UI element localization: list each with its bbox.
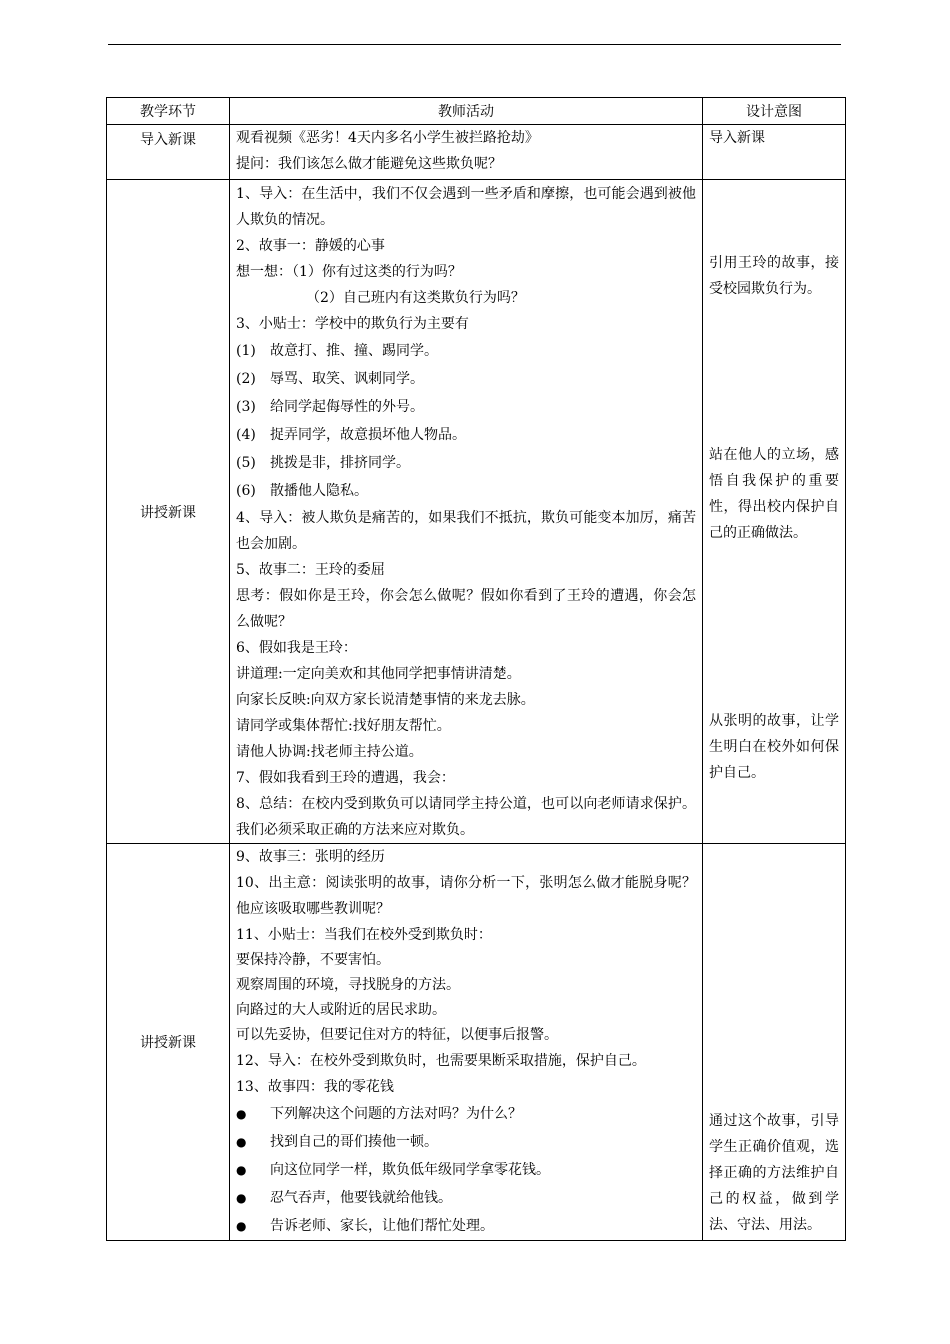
- activity-line: 观看视频《恶劣！4天内多名小学生被拦路抢劫》: [236, 130, 539, 146]
- bullet-icon: ●: [236, 1107, 247, 1121]
- activity-line: 思考：假如你是王玲，你会怎么做呢？假如你看到了王玲的遭遇，你会怎么做呢？: [236, 588, 696, 630]
- activity-line: 3、小贴士：学校中的欺负行为主要有: [236, 316, 469, 332]
- list-item: (5) 挑拨是非，排挤同学。: [236, 455, 410, 471]
- header-intent: 设计意图: [703, 98, 846, 125]
- stage-label: 讲授新课: [140, 1035, 196, 1051]
- activity-line: 向路过的大人或附近的居民求助。: [236, 1002, 446, 1018]
- activity-line: 13、故事四：我的零花钱: [236, 1079, 394, 1095]
- table-row: [107, 844, 846, 1241]
- activity-line: 请他人协调:找老师主持公道。: [236, 744, 423, 760]
- bullet-icon: ●: [236, 1191, 247, 1205]
- stage-cell: [107, 180, 230, 844]
- activity-line: 观察周围的环境，寻找脱身的方法。: [236, 977, 460, 993]
- lesson-plan-table: [106, 97, 846, 1241]
- activity-line: 9、故事三：张明的经历: [236, 849, 385, 865]
- intent-cell: [703, 844, 846, 1241]
- header-stage: 教学环节: [107, 98, 230, 125]
- list-item: (4) 捉弄同学，故意损坏他人物品。: [236, 427, 466, 443]
- activity-line: 可以先妥协，但要记住对方的特征，以便事后报警。: [236, 1027, 558, 1043]
- table-header-row: [107, 98, 846, 125]
- activity-line: 要保持冷静，不要害怕。: [236, 952, 390, 968]
- activity-line: 7、假如我看到王玲的遭遇，我会：: [236, 770, 455, 786]
- activity-line: 10、出主意：阅读张明的故事，请你分析一下，张明怎么做才能脱身呢？他应该吸取哪些教训呢？: [236, 875, 696, 917]
- list-item: (3) 给同学起侮辱性的外号。: [236, 399, 424, 415]
- activity-line: 讲道理:一定向美欢和其他同学把事情讲清楚。: [236, 666, 521, 682]
- header-activities: 教师活动: [230, 98, 703, 125]
- list-item: (6) 散播他人隐私。: [236, 483, 368, 499]
- activity-line: 11、小贴士：当我们在校外受到欺负时：: [236, 927, 492, 943]
- list-item: ● 下列解决这个问题的方法对吗？为什么？: [236, 1100, 696, 1128]
- bullet-icon: ●: [236, 1219, 247, 1233]
- list-item: ● 告诉老师、家长，让他们帮忙处理。: [236, 1212, 696, 1240]
- activity-line: 向家长反映:向双方家长说清楚事情的来龙去脉。: [236, 692, 535, 708]
- activity-line: 6、假如我是王玲：: [236, 640, 357, 656]
- bullet-icon: ●: [236, 1135, 247, 1149]
- activity-line: 5、故事二：王玲的委屈: [236, 562, 385, 578]
- activity-line: 8、总结：在校内受到欺负可以请同学主持公道，也可以向老师请求保护。我们必须采取正确的方法来应对欺负。: [236, 796, 696, 838]
- stage-cell: [107, 844, 230, 1241]
- activity-line: 1、导入：在生活中，我们不仅会遇到一些矛盾和摩擦，也可能会遇到被他人欺负的情况。: [236, 186, 696, 228]
- intent-cell: 导入新课: [703, 125, 846, 180]
- activity-line: 想一想：（1）你有过这类的行为吗？: [236, 264, 462, 280]
- intent-text: 站在他人的立场，感悟自我保护的重要性，得出校内保护自己的正确做法。: [709, 447, 839, 541]
- activity-line: 12、导入：在校外受到欺负时，也需要果断采取措施，保护自己。: [236, 1053, 646, 1069]
- activity-cell: [230, 844, 703, 1241]
- bullet-icon: ●: [236, 1163, 247, 1177]
- list-item: ● 找到自己的哥们揍他一顿。: [236, 1128, 696, 1156]
- stage-label: 讲授新课: [140, 504, 196, 521]
- activity-line: 4、导入：被人欺负是痛苦的，如果我们不抵抗，欺负可能变本加厉，痛苦也会加剧。: [236, 510, 696, 552]
- activity-cell: [230, 125, 703, 180]
- stage-cell: 导入新课: [107, 125, 230, 180]
- intent-text: 从张明的故事，让学生明白在校外如何保护自己。: [709, 713, 839, 781]
- intent-text: 通过这个故事，引导学生正确价值观，选择正确的方法维护自己的权益，做到学法、守法、用法。: [709, 1113, 839, 1233]
- activity-line: 提问：我们该怎么做才能避免这些欺负呢？: [236, 156, 502, 172]
- intent-cell: [703, 180, 846, 844]
- intent-text: 引用王玲的故事，接受校园欺负行为。: [709, 255, 839, 297]
- header-rule: [108, 44, 841, 45]
- table-row: [107, 180, 846, 844]
- activity-line: （2）自己班内有这类欺负行为吗？: [306, 290, 525, 306]
- activity-line: 2、故事一：静媛的心事: [236, 238, 385, 254]
- list-item: ● 向这位同学一样，欺负低年级同学拿零花钱。: [236, 1156, 696, 1184]
- activity-line: 请同学或集体帮忙:找好朋友帮忙。: [236, 718, 451, 734]
- activity-cell: [230, 180, 703, 844]
- list-item: ● 忍气吞声，他要钱就给他钱。: [236, 1184, 696, 1212]
- table-row: [107, 125, 846, 180]
- list-item: (1) 故意打、推、撞、踢同学。: [236, 343, 438, 359]
- list-item: (2) 辱骂、取笑、讽刺同学。: [236, 371, 424, 387]
